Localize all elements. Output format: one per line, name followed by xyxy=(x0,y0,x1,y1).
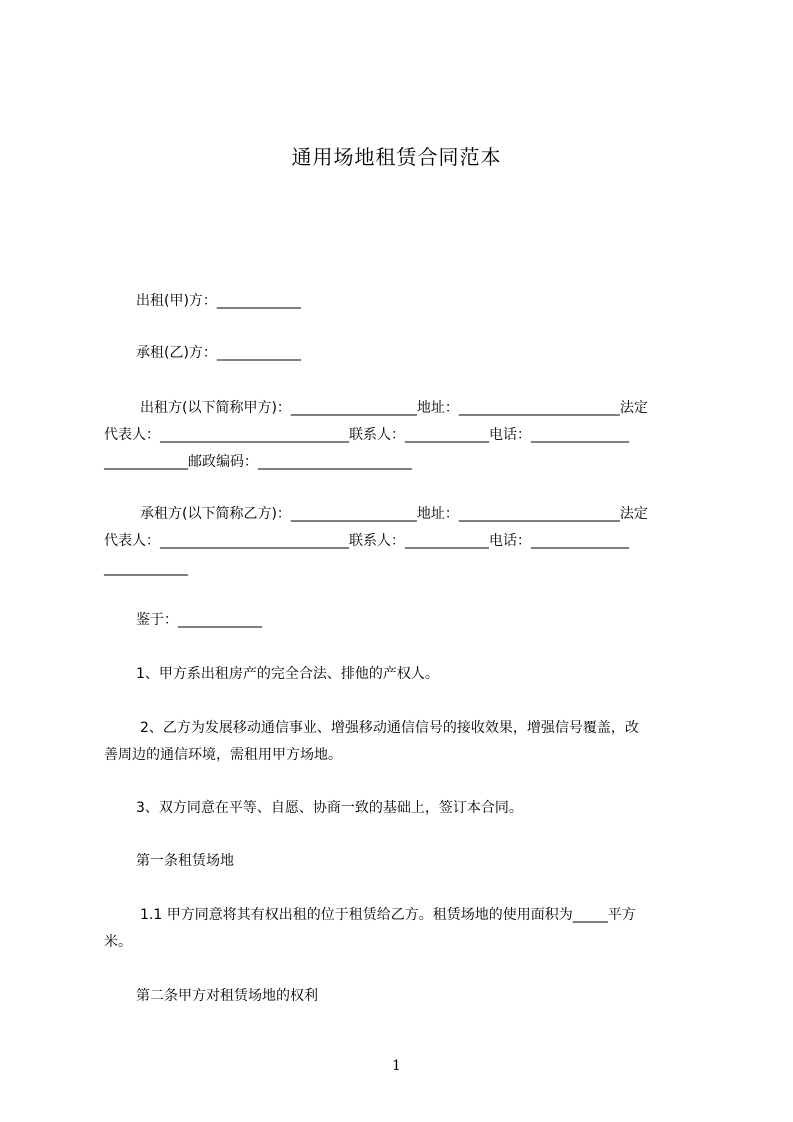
lessee-block-line-2: 代表人：___________________________联系人：____________电话：______________ xyxy=(104,533,629,549)
document-title: 通用场地租赁合同范本 xyxy=(291,145,502,169)
lessee-block-line-3: ____________ xyxy=(104,560,188,576)
recital-item-2-line-2: 善周边的通信环境，需租用甲方场地。 xyxy=(104,747,342,763)
lessor-block-line-3: ____________邮政编码：______________________ xyxy=(104,454,412,470)
lessee-block-line-1: 承租方(以下简称乙方)：__________________地址：_______________________法定 xyxy=(140,506,648,522)
page-number: 1 xyxy=(392,1058,401,1074)
lessee-short-line: 承租(乙)方：____________ xyxy=(136,345,301,361)
lessor-block-line-1: 出租方(以下简称甲方)：__________________地址：_______________________法定 xyxy=(140,400,648,416)
article-1-1-line-2: 米。 xyxy=(104,934,132,950)
whereas-line: 鉴于：____________ xyxy=(136,612,262,628)
article-2-heading: 第二条甲方对租赁场地的权利 xyxy=(136,988,318,1004)
recital-item-3: 3、双方同意在平等、自愿、协商一致的基础上，签订本合同。 xyxy=(136,800,523,816)
lessor-short-line: 出租(甲)方：____________ xyxy=(136,293,301,309)
article-1-heading: 第一条租赁场地 xyxy=(136,853,234,869)
article-1-1-line-1: 1.1 甲方同意将其有权出租的位于租赁给乙方。租赁场地的使用面积为_____平方 xyxy=(140,907,636,923)
lessor-block-line-2: 代表人：___________________________联系人：____________电话：______________ xyxy=(104,427,629,443)
recital-item-1: 1、甲方系出租房产的完全合法、排他的产权人。 xyxy=(136,666,439,682)
recital-item-2-line-1: 2、乙方为发展移动通信事业、增强移动通信信号的接收效果，增强信号覆盖，改 xyxy=(140,720,639,736)
